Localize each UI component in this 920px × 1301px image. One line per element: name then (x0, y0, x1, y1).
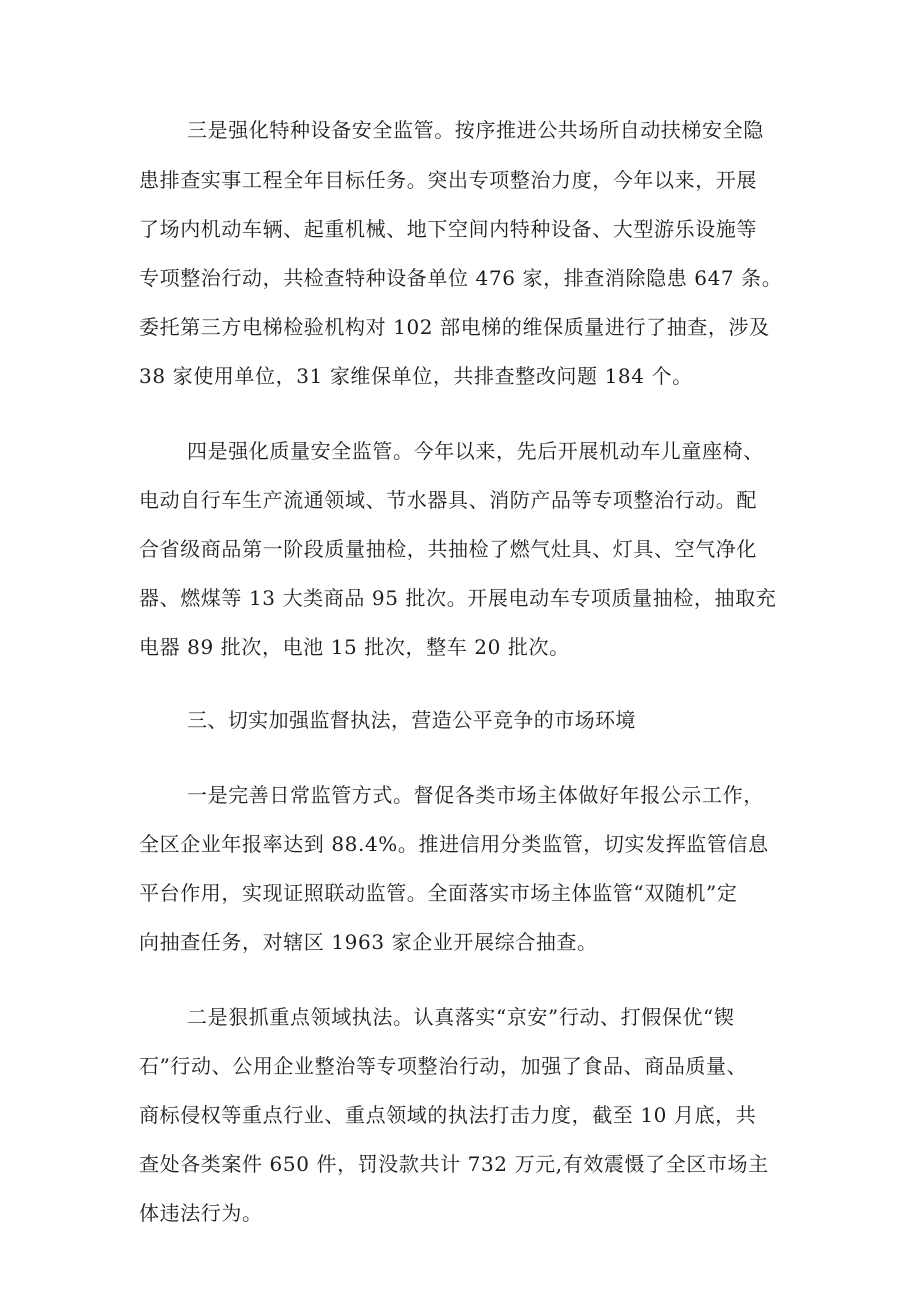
section-heading: 三、切实加强监督执法，营造公平竞争的市场环境 (187, 708, 636, 732)
paragraph-1-line-1: 三是强化特种设备安全监管。按序推进公共场所自动扶梯安全隐 (187, 118, 764, 142)
paragraph-3-line-3: 平台作用，实现证照联动监管。全面落实市场主体监管“双随机”定 (139, 881, 738, 905)
paragraph-2-line-3: 合省级商品第一阶段质量抽检，共抽检了燃气灶具、灯具、空气净化 (139, 537, 757, 561)
paragraph-3-line-2: 全区企业年报率达到 88.4%。推进信用分类监管，切实发挥监管信息 (139, 832, 769, 856)
paragraph-4-line-3: 商标侵权等重点行业、重点领域的执法打击力度，截至 10 月底，共 (139, 1103, 757, 1127)
paragraph-4-line-4: 查处各类案件 650 件，罚没款共计 732 万元,有效震慑了全区市场主 (139, 1152, 769, 1176)
paragraph-4-line-1: 二是狠抓重点领域执法。认真落实“京安”行动、打假保优“锲 (187, 1005, 735, 1029)
paragraph-4-line-5: 体违法行为。 (139, 1201, 263, 1225)
paragraph-1-line-4: 专项整治行动，共检查特种设备单位 476 家，排查消除隐患 647 条。 (139, 266, 783, 290)
paragraph-1-line-2: 患排查实事工程全年目标任务。突出专项整治力度，今年以来，开展 (139, 168, 757, 192)
paragraph-3-line-1: 一是完善日常监管方式。督促各类市场主体做好年报公示工作， (187, 783, 764, 807)
paragraph-2-line-4: 器、燃煤等 13 大类商品 95 批次。开展电动车专项质量抽检，抽取充 (139, 586, 777, 610)
paragraph-1-line-6: 38 家使用单位，31 家维保单位，共排查整改问题 184 个。 (139, 364, 693, 388)
paragraph-2-line-2: 电动自行车生产流通领域、节水器具、消防产品等专项整治行动。配 (139, 488, 757, 512)
paragraph-2-line-1: 四是强化质量安全监管。今年以来，先后开展机动车儿童座椅、 (187, 439, 764, 463)
paragraph-4-line-2: 石”行动、公用企业整治等专项整治行动，加强了食品、商品质量、 (139, 1054, 748, 1078)
paragraph-3-line-4: 向抽查任务，对辖区 1963 家企业开展综合抽查。 (139, 930, 598, 954)
paragraph-2-line-5: 电器 89 批次，电池 15 批次，整车 20 批次。 (139, 635, 570, 659)
paragraph-1-line-3: 了场内机动车辆、起重机械、地下空间内特种设备、大型游乐设施等 (139, 217, 757, 241)
paragraph-1-line-5: 委托第三方电梯检验机构对 102 部电梯的维保质量进行了抽查，涉及 (139, 315, 770, 339)
